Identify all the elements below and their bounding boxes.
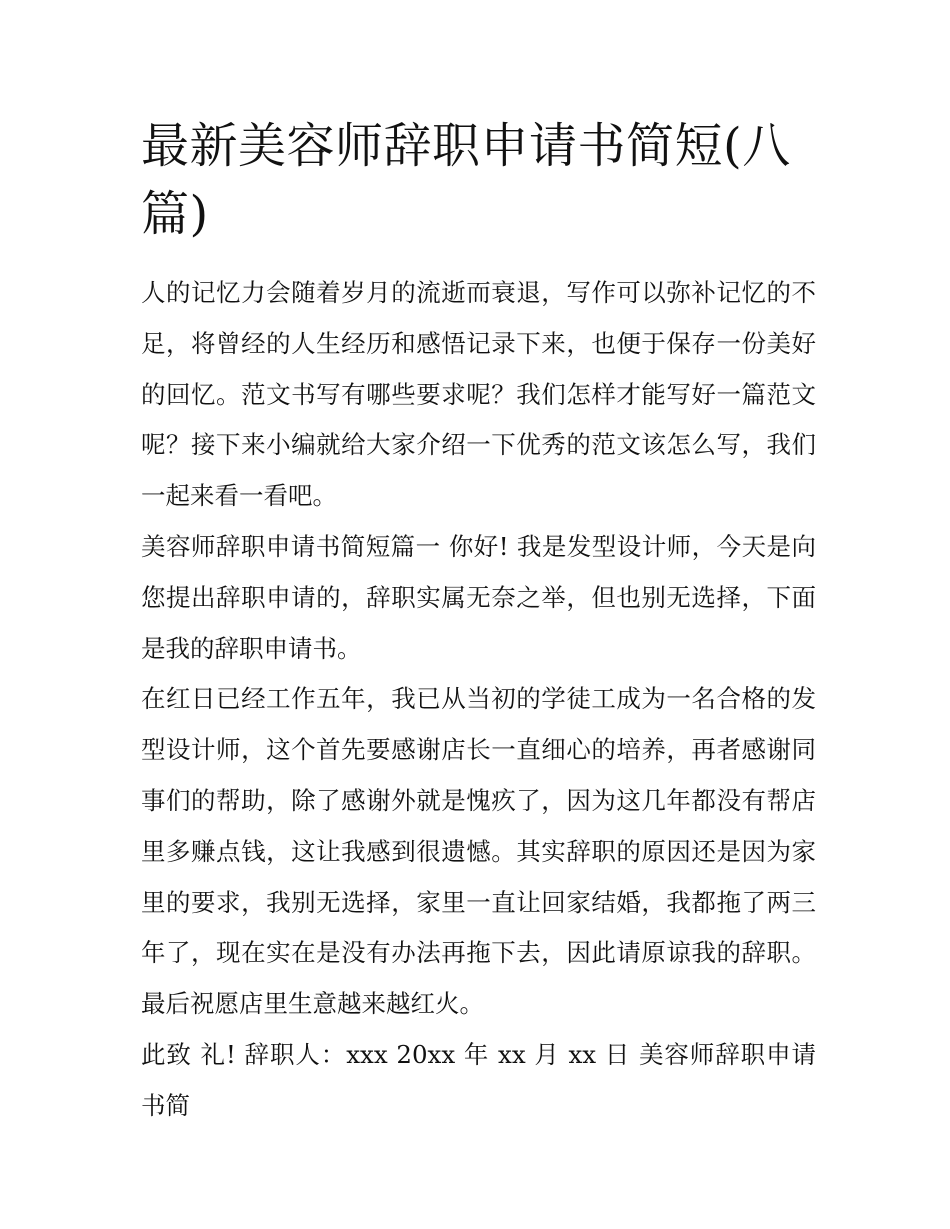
letter-body-paragraph: 在红日已经工作五年，我已从当初的学徒工成为一名合格的发型设计师，这个首先要感谢店长一直细心的培养，再者感谢同事们的帮助，除了感谢外就是愧疚了，因为这几年都没有帮店里多赚点钱，这让我感到很遗憾。其实辞职的原因还是因为家里的要求，我别无选择，家里一直让回家结婚，我都拖了两三年了，现在实在是没有办法再拖下去，因此请原谅我的辞职。最后祝愿店里生意越来越红火。 xyxy=(141,684,816,1019)
document-title: 最新美容师辞职申请书简短(八篇) xyxy=(141,118,791,242)
letter-opening-paragraph: 美容师辞职申请书简短篇一 你好! 我是发型设计师，今天是向您提出辞职申请的，辞职实属无奈之举，但也别无选择，下面是我的辞职申请书。 xyxy=(141,531,816,663)
intro-paragraph: 人的记忆力会随着岁月的流逝而衰退，写作可以弥补记忆的不足，将曾经的人生经历和感悟记录下来，也便于保存一份美好的回忆。范文书写有哪些要求呢？我们怎样才能写好一篇范文呢？接下来小编就给大家介绍一下优秀的范文该怎么写，我们一起来看一看吧。 xyxy=(141,278,816,511)
document-body xyxy=(141,112,816,1132)
letter-closing-paragraph: 此致 礼! 辞职人：xxx 20xx 年 xx 月 xx 日 美容师辞职申请书简 xyxy=(141,1039,816,1120)
